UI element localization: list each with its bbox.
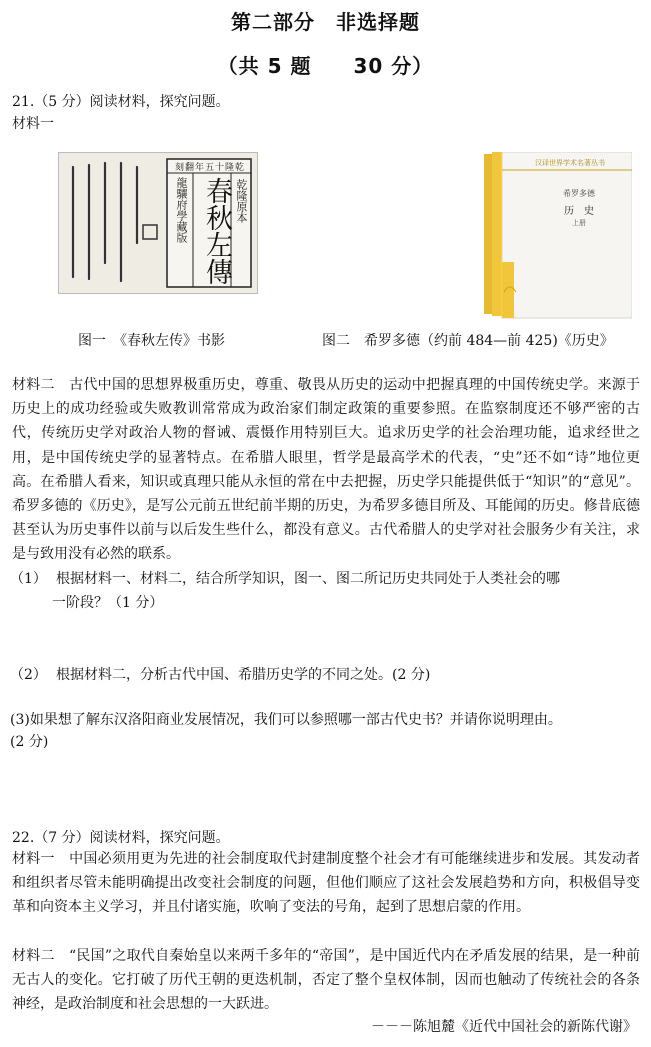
part-subtitle: （共 5 题 30 分） xyxy=(217,54,434,78)
figure2-series: 汉译世界学术名著丛书 xyxy=(535,159,605,167)
q22-stem: 22.（7 分）阅读材料，探究问题。 xyxy=(12,830,230,846)
histories-book-icon xyxy=(484,152,632,320)
figure2-book-title: 历 史 xyxy=(564,206,594,217)
q21-sub3-continued xyxy=(10,730,638,754)
part-title: 第二部分 非选择题 xyxy=(231,10,420,34)
figure1-caption: 图一 《春秋左传》书影 xyxy=(78,333,225,349)
figure1-image xyxy=(58,152,258,294)
q21-sub1-text-b: 一阶段？（1 分） xyxy=(52,595,164,611)
figure2-caption: 图二 希罗多德（约前 484—前 425)《历史》 xyxy=(322,333,614,349)
q21-sub3-text-a: (3)如果想了解东汉洛阳商业发展情况，我们可以参照哪一部古代史书？并请你说明理由。 xyxy=(10,712,562,728)
q21-material2: 材料二 古代中国的思想界极重历史，尊重、敬畏从历史的运动中把握真理的中国传统史学。来源于历史上的成功经验或失败教训常常成为政治家们制定政策的重要参照。在监察制度还不够严密的古代，传统历史学对政治人物的督诫、震慑作用特别巨大。追求历史学的社会治理功能，追求经世之用，是中国传统史学的显著特点。在希腊人眼里，哲学是最高学术的代表，“史”还不如“诗”地位更高。在希腊人看来，知识或真理只能从永恒的常在中去把握，历史学只能提供低于“知识”的“意见”。希罗多德的《历史》，是写公元前五世纪前半期的历史，为希罗多德目所及、耳能闻的历史。修昔底德甚至认为历史事件以前与以后发生些什么，都没有意义。古代希腊人的史学对社会服务少有关注，求是与致用没有必然的联系。 xyxy=(12,377,640,563)
q21-sub1-number: （1） xyxy=(10,571,47,587)
q21-material1-label: 材料一 xyxy=(12,116,54,132)
q21-sub2-text: 根据材料二，分析古代中国、希腊历史学的不同之处。(2 分) xyxy=(56,667,431,683)
q22-material2: 材料二 “民国”之取代自秦始皇以来两千多年的“帝国”，是中国近代内在矛盾发展的结果，是一种前无古人的变化。它打破了历代王朝的更迭机制，否定了整个皇权体制，因而也触动了传统社会的各条神经，是政治制度和社会思想的一大跃进。 xyxy=(12,948,640,1013)
q21-sub3-text-b: (2 分) xyxy=(10,734,49,750)
q22-material1: 材料一 中国必须用更为先进的社会制度取代封建制度整个社会才有可能继续进步和发展。其发动者和组织者尽管未能明确提出改变社会制度的问题，但他们顺应了这社会发展趋势和方向，积极倡导变革和向资本主义学习，并且付诸实施，吹响了变法的号角，起到了思想启蒙的作用。 xyxy=(12,851,640,916)
q21-sub2-number: （2） xyxy=(10,667,47,683)
q21-sub3 xyxy=(10,708,638,732)
figure1-col1: 乾隆原本 xyxy=(235,179,248,223)
figure1-top-text: 刻翻年五十隆乾 xyxy=(174,163,245,173)
figure2-image xyxy=(484,152,632,320)
q22-attribution: －－－陈旭麓《近代中国社会的新陈代谢》 xyxy=(371,1019,637,1035)
figure2-volume: 上册 xyxy=(572,219,586,227)
figure1-big-title: 春秋左傳 xyxy=(201,177,232,285)
q21-stem: 21.（5 分）阅读材料，探究问题。 xyxy=(12,94,230,110)
figure1-col3: 龍驤府學藏版 xyxy=(175,177,188,243)
q21-sub1-continued xyxy=(10,591,638,615)
q21-sub2 xyxy=(10,663,638,687)
q21-sub1 xyxy=(10,567,638,591)
figure2-author: 希罗多德 xyxy=(563,189,595,198)
q21-sub1-text-a: 根据材料一、材料二，结合所学知识，图一、图二所记历史共同处于人类社会的哪 xyxy=(56,571,560,587)
